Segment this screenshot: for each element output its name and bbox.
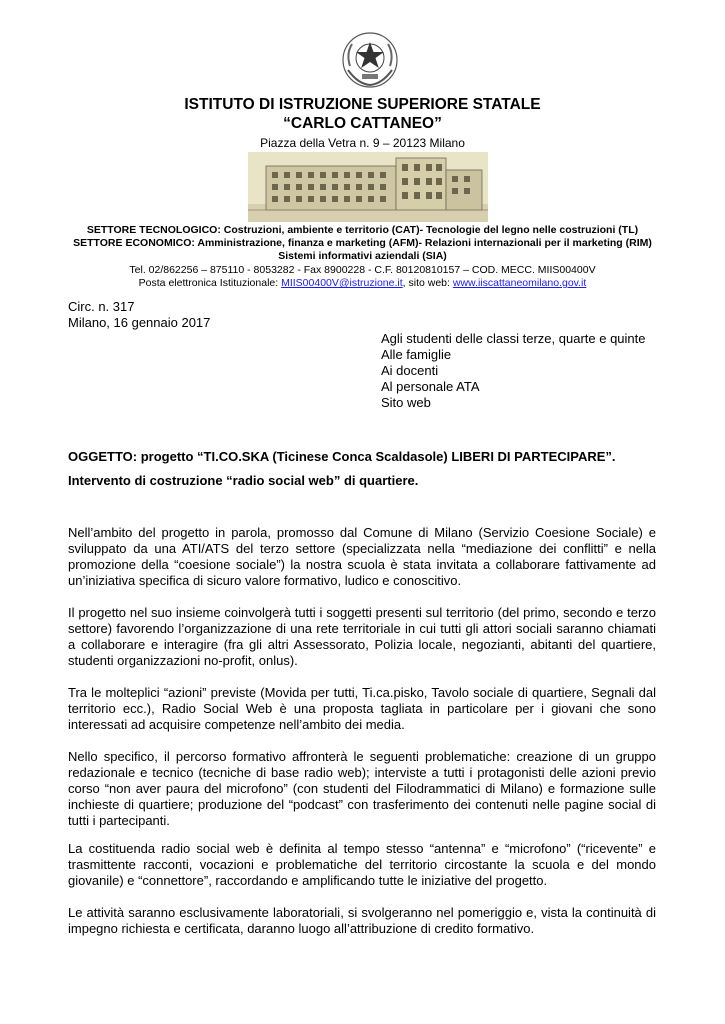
subject-line: OGGETTO: progetto “TI.CO.SKA (Ticinese Conca Scaldasole) LIBERI DI PARTECIPARE”.	[68, 449, 616, 464]
recipient-item: Agli studenti delle classi terze, quarte e quinte	[381, 331, 646, 346]
subject-line-2: Intervento di costruzione “radio social web” di quartiere.	[68, 473, 419, 488]
circular-info	[68, 299, 210, 331]
institute-name-line2: “CARLO CATTANEO”	[283, 115, 442, 132]
body-paragraph: Tra le molteplici “azioni” previste (Movida per tutti, Ti.ca.pisko, Tavolo sociale di quartiere, Segnali dal territorio ecc.), Radio Social Web è una proposta tagliata in particolare per i giovani che sono interessati ad acquisire competenze nell’ambito dei media.	[68, 685, 656, 732]
body-paragraph: Le attività saranno esclusivamente laboratoriali, si svolgeranno nel pomeriggio e, vista la continuità di impegno richiesta e certificata, daranno luogo all’attribuzione di credito formativo.	[68, 905, 656, 936]
recipient-item: Al personale ATA	[381, 379, 480, 394]
site-label: , sito web:	[402, 277, 453, 289]
circular-number: Circ. n. 317	[68, 299, 135, 314]
sector-sia: Sistemi informativi aziendali (SIA)	[278, 250, 447, 262]
school-building-image	[248, 152, 488, 222]
italian-republic-emblem-icon	[340, 30, 400, 90]
recipients-list	[381, 331, 646, 411]
contact-email-line	[0, 277, 725, 289]
pec-email-link[interactable]: MIIS00400V@istruzione.it	[281, 277, 403, 289]
institute-address: Piazza della Vetra n. 9 – 20123 Milano	[260, 136, 465, 150]
institute-name-line1: ISTITUTO DI ISTRUZIONE SUPERIORE STATALE	[184, 96, 541, 113]
pec-label: Posta elettronica Istituzionale:	[138, 277, 282, 289]
circular-date: Milano, 16 gennaio 2017	[68, 315, 211, 330]
recipient-item: Ai docenti	[381, 363, 439, 378]
body-paragraph: Nell’ambito del progetto in parola, promosso dal Comune di Milano (Servizio Coesione Sociale) e sviluppato da una ATI/ATS del terzo settore (specializzata nella “mediazione dei conflitti” e nella promozione della “coesione sociale”) la nostra scuola è stata invitata a collaborare fattivamente ad un’iniziativa specifica di sicuro valore formativo, ludico e conoscitivo.	[68, 525, 656, 588]
body-paragraph: La costituenda radio social web è definita al tempo stesso “antenna” e “microfono” (“ricevente” e trasmittente racconti, vocazioni e problematiche del territorio circostante la scuola e del mondo giovanile) e “connettore”, raccordando e amplificando tutte le iniziative del progetto.	[68, 841, 656, 888]
recipient-item: Sito web	[381, 395, 431, 410]
sector-economic: SETTORE ECONOMICO: Amministrazione, finanza e marketing (AFM)- Relazioni internazionali per il marketing (RIM)	[73, 237, 652, 249]
contact-phone-line: Tel. 02/862256 – 875110 - 8053282 - Fax 8900228 - C.F. 80120810157 – COD. MECC. MIIS00400V	[129, 264, 596, 276]
body-paragraph: Nello specifico, il percorso formativo affronterà le seguenti problematiche: creazione di un gruppo redazionale e tecnico (tecniche di base radio web); interviste a tutti i protagonisti delle azioni previo corso “non aver paura del microfono” (con studenti del Filodrammatici di Milano) e formazione sulle inchieste di quartiere; produzione del “podcast” con trasferimento dei contenuti nelle pagine social di tutti i partecipanti.	[68, 749, 656, 828]
body-paragraph: Il progetto nel suo insieme coinvolgerà tutti i soggetti presenti sul territorio (del primo, secondo e terzo settore) favorendo l’organizzazione di una rete territoriale in cui tutti gli attori sociali saranno chiamati a collaborare e interagire (fra gli altri Assessorato, Polizia locale, negozianti, abitanti del quartiere, studenti organizzazioni no-profit, onlus).	[68, 605, 656, 668]
sector-technological: SETTORE TECNOLOGICO: Costruzioni, ambiente e territorio (CAT)- Tecnologie del legno nelle costruzioni (TL)	[86, 224, 639, 236]
recipient-item: Alle famiglie	[381, 347, 452, 362]
website-link[interactable]: www.iiscattaneomilano.gov.it	[452, 277, 587, 289]
